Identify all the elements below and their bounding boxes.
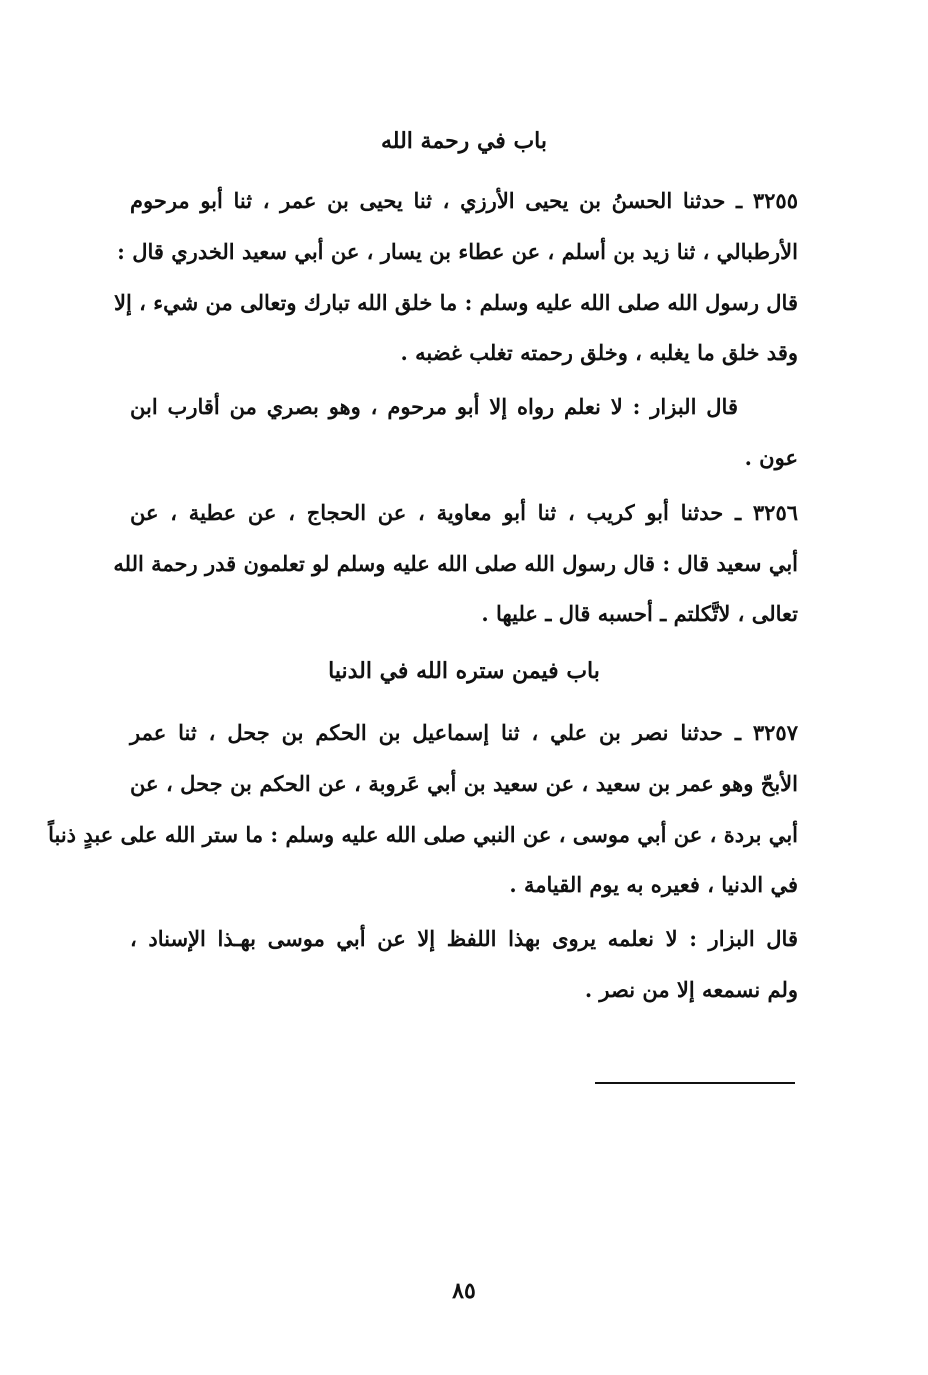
hadith-3256-line-1: [130, 496, 798, 530]
hadith-3255-line-3: قال رسول الله صلى الله عليه وسلم : ما خلق الله تبارك وتعالى من شيء ، إلا: [114, 290, 798, 315]
hadith-number: ٣٢٥٦: [752, 500, 799, 525]
hadith-3257-line-2: الأبحّ وهو عمر بن سعيد ، عن سعيد بن أبي عَروبة ، عن الحكم بن جحل ، عن: [130, 771, 798, 796]
hadith-number: ٣٢٥٧: [752, 720, 798, 745]
hadith-3255-line-1: [130, 184, 798, 218]
comment-3255-line-1: قال البزار : لا نعلم رواه إلا أبو مرحوم ، وهو بصري من أقارب ابن: [130, 394, 738, 419]
page-number: ٨٥: [452, 1278, 476, 1304]
hadith-3257-line-3: أبي بردة ، عن أبي موسى ، عن النبي صلى الله عليه وسلم : ما ستر الله على عبدٍ ذنباً: [48, 822, 798, 847]
chapter-title-concealment: باب فيمن ستره الله في الدنيا: [328, 658, 600, 684]
chapter-title-mercy: باب في رحمة الله: [381, 128, 547, 154]
hadith-text: ـ حدثنا الحسنُ بن يحيى الأرزي ، ثنا يحيى بن عمر ، ثنا أبو مرحوم: [130, 188, 743, 213]
hadith-3255-line-4: وقد خلق ما يغلبه ، وخلق رحمته تغلب غضبه .: [400, 340, 798, 365]
hadith-3256-line-3: تعالى ، لاتَّكلتم ـ أحسبه قال ـ عليها .: [481, 601, 798, 626]
hadith-number: ٣٢٥٥: [752, 188, 798, 213]
hadith-text: ـ حدثنا أبو كريب ، ثنا أبو معاوية ، عن الحجاج ، عن عطية ، عن: [130, 500, 742, 525]
hadith-3255-line-2: الأرطبالي ، ثنا زيد بن أسلم ، عن عطاء بن يسار ، عن أبي سعيد الخدري قال :: [117, 239, 798, 264]
hadith-3257-line-1: [130, 716, 798, 750]
hadith-3256-line-2: أبي سعيد قال : قال رسول الله صلى الله عليه وسلم لو تعلمون قدر رحمة الله: [113, 551, 798, 576]
comment-3257-line-1: قال البزار : لا نعلمه يروى بهذا اللفظ إلا عن أبي موسى بهـذا الإسناد ،: [130, 926, 798, 951]
footnote-divider: [595, 1082, 795, 1084]
hadith-text: ـ حدثنا نصر بن علي ، ثنا إسماعيل بن الحكم بن جحل ، ثنا عمر: [130, 720, 741, 745]
hadith-3257-line-4: في الدنيا ، فعيره به يوم القيامة .: [509, 872, 798, 897]
comment-3255-line-2: عون .: [744, 445, 798, 470]
comment-3257-line-2: ولم نسمعه إلا من نصر .: [584, 977, 798, 1002]
